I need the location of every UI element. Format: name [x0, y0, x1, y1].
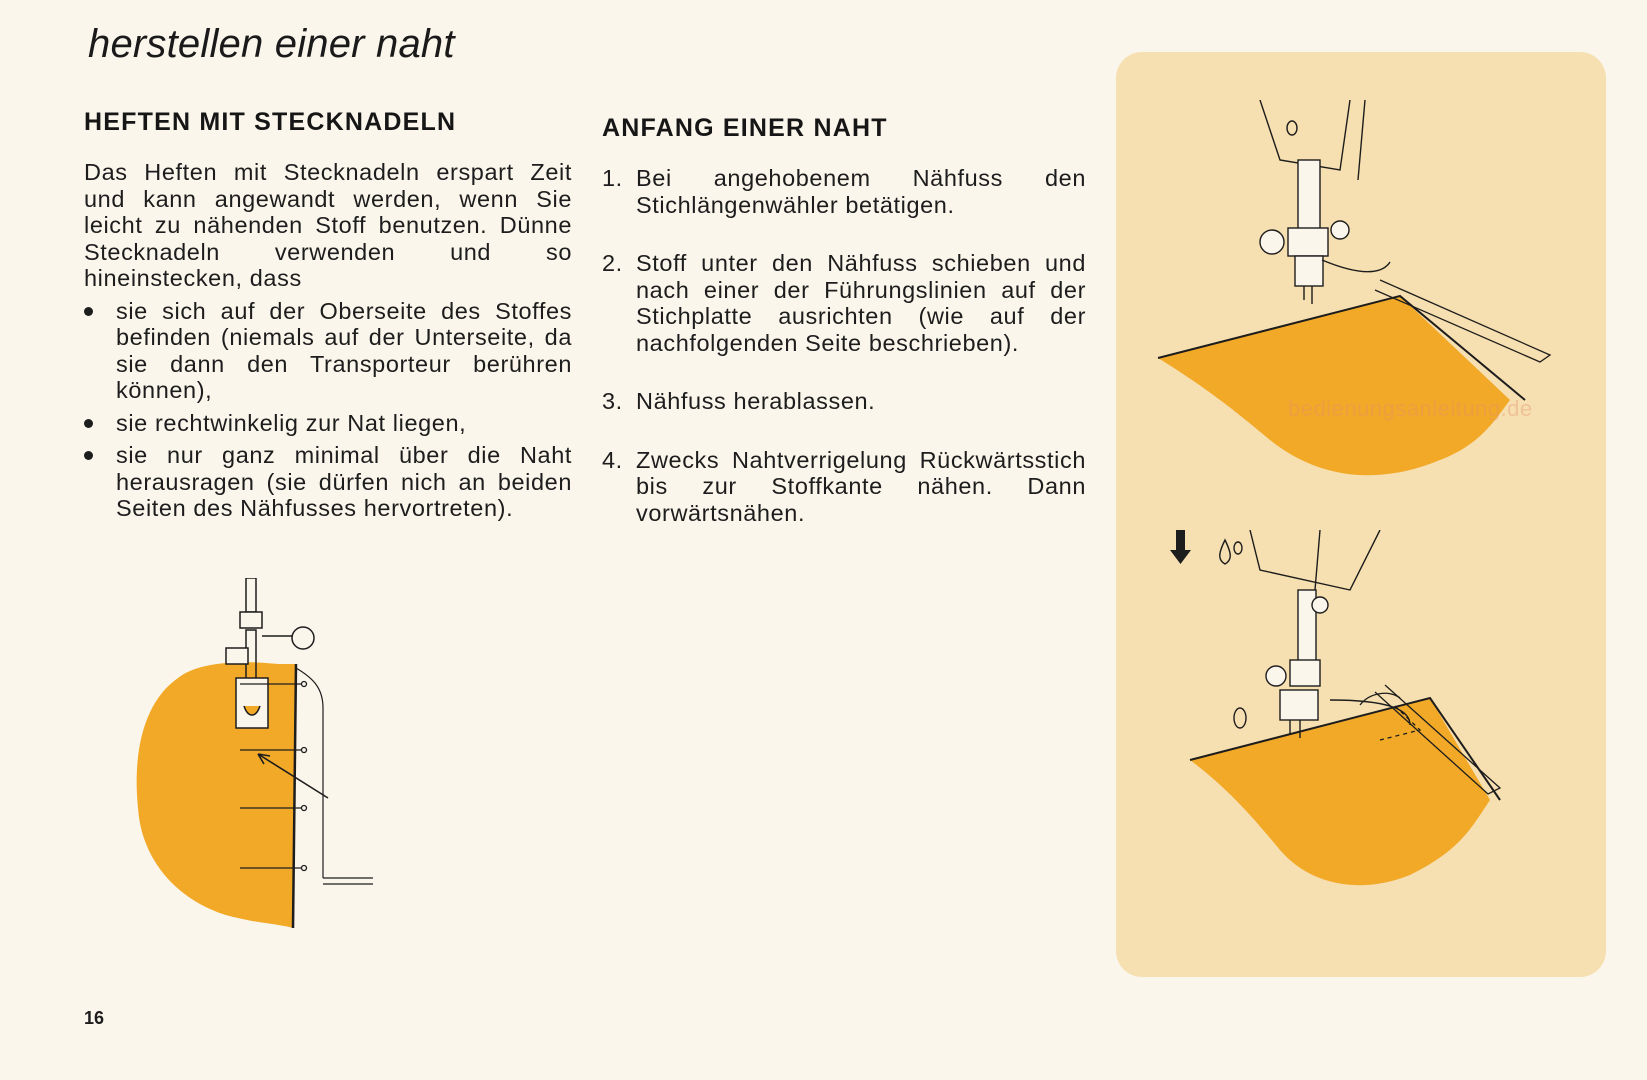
bullet-icon	[84, 307, 93, 316]
step-text: Nähfuss herablassen.	[636, 388, 876, 414]
bullet-icon	[84, 419, 93, 428]
presser-foot-lever-icon	[1220, 540, 1242, 564]
bullet-icon	[84, 451, 93, 460]
seam-steps-list	[602, 165, 1086, 526]
page-number: 16	[84, 1008, 105, 1028]
page-title: herstellen einer naht	[88, 22, 455, 66]
watermark: bedienungsanleitung.de	[1288, 396, 1533, 421]
bullet-item	[84, 410, 572, 437]
step-number: 2.	[602, 250, 623, 276]
step-text: Zwecks Nahtverrigelung Rückwärtsstich bis zur Stoffkante nähen. Dann vorwärtsnähen.	[636, 446, 1086, 526]
step-number: 1.	[602, 165, 623, 191]
sewing-machine-head-icon	[1260, 100, 1390, 304]
bullet-text: sie nur ganz minimal über die Naht herausragen (sie dürfen nich an beiden Seiten des Nähfusses hervortreten).	[116, 442, 572, 521]
pinning-illustration	[128, 578, 388, 938]
seam-start-heading: ANFANG EINER NAHT	[602, 114, 888, 142]
bullet-item	[84, 298, 572, 404]
fabric-shape	[137, 662, 296, 928]
fabric-shape	[1190, 698, 1490, 885]
bullet-text: sie sich auf der Oberseite des Stoffes befinden (niemals auf der Unterseite, da sie dann den Transporteur berühren können),	[116, 297, 572, 403]
step-number: 3.	[602, 388, 623, 414]
bullet-text: sie rechtwinkelig zur Nat liegen,	[116, 409, 467, 436]
foot-raised-illustration	[1150, 100, 1600, 500]
step-item	[602, 388, 1086, 415]
fabric-shape	[1158, 296, 1510, 475]
seam-start-section	[602, 114, 1086, 558]
down-arrow-icon	[1170, 530, 1191, 564]
step-text: Bei angehobenem Nähfuss den Stichlängenwähler betätigen.	[636, 165, 1086, 218]
pinning-heading: HEFTEN MIT STECKNADELN	[84, 108, 457, 136]
step-item	[602, 447, 1086, 527]
bullet-item	[84, 442, 572, 522]
pinning-intro: Das Heften mit Stecknadeln erspart Zeit und kann angewandt werden, wenn Sie leicht zu nähenden Stoff benutzen. Dünne Stecknadeln verwenden und so hineinstecken, dass	[84, 159, 572, 291]
step-number: 4.	[602, 446, 623, 473]
foot-lowered-illustration	[1170, 530, 1600, 930]
pinning-bullet-list	[84, 298, 572, 522]
step-text: Stoff unter den Nähfuss schieben und nach einer der Führungslinien auf der Stichplatte ausrichten (wie auf der nachfolgenden Seite beschrieben).	[636, 250, 1086, 356]
sewing-machine-head-icon	[1234, 530, 1410, 738]
pinning-section	[84, 108, 572, 528]
step-item	[602, 165, 1086, 218]
step-item	[602, 250, 1086, 356]
